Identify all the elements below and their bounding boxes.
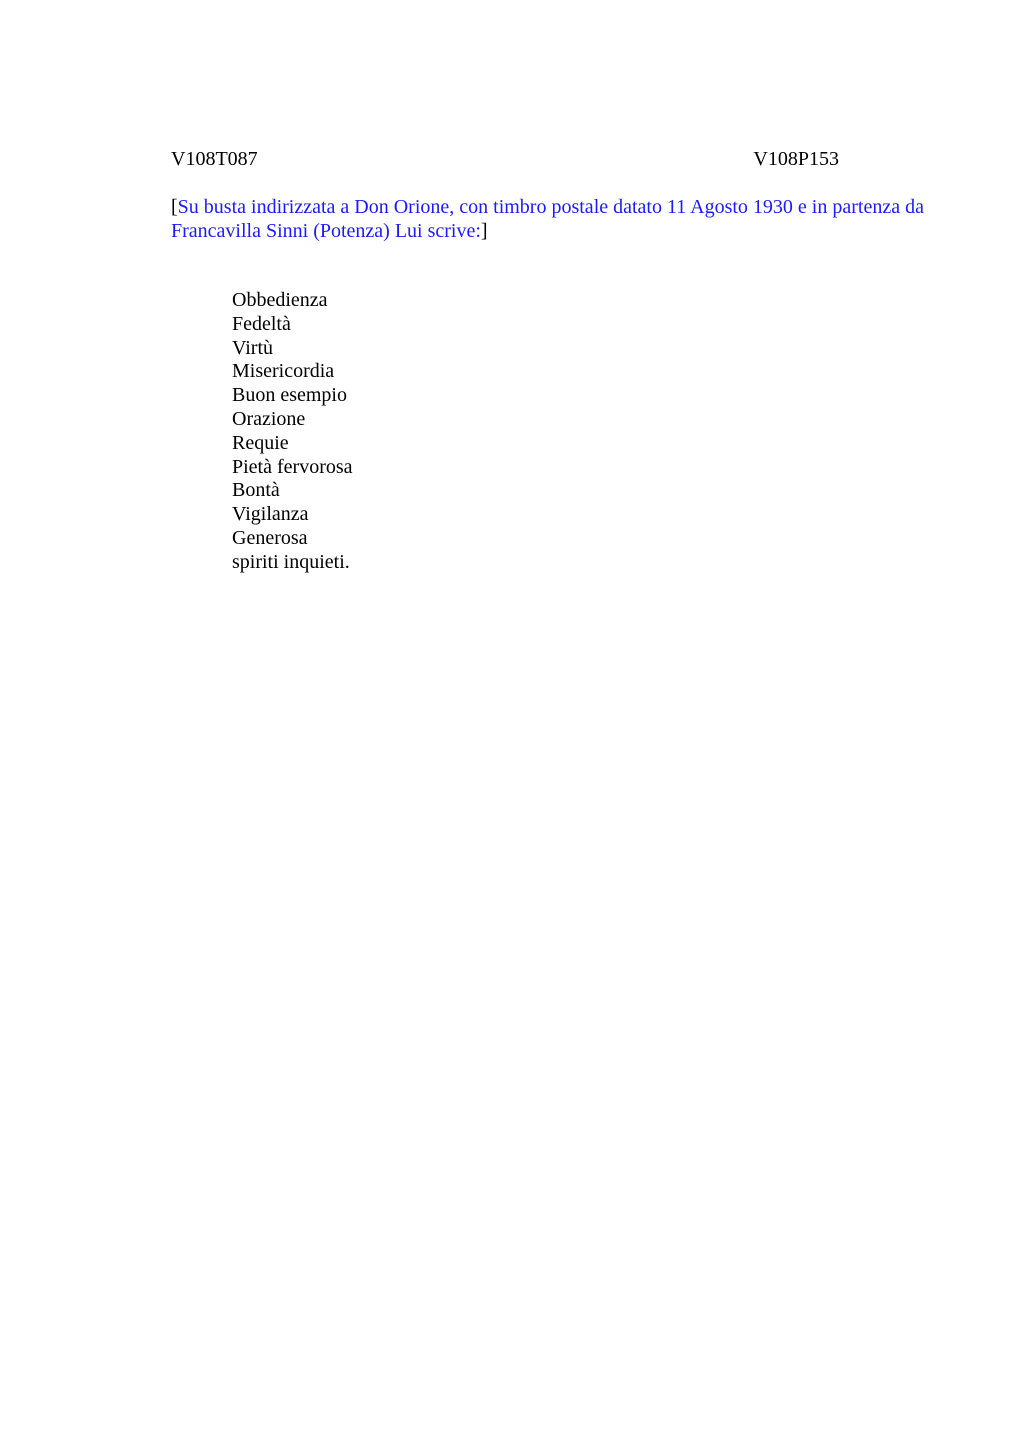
list-item: Virtù: [232, 336, 274, 359]
document-code-left: V108T087: [171, 148, 258, 170]
list-item: Generosa: [232, 526, 308, 549]
note-open-bracket: [: [171, 196, 178, 218]
editorial-note: [171, 195, 931, 243]
list-item: Fedeltà: [232, 312, 291, 335]
list-item: Requie: [232, 431, 289, 454]
acrostic-word-list: [232, 289, 353, 575]
list-item: Obbedienza: [232, 289, 328, 311]
list-item: Pietà fervorosa: [232, 455, 353, 478]
list-item: Vigilanza: [232, 503, 309, 526]
list-item: Buon esempio: [232, 384, 347, 407]
list-item: spiriti inquieti.: [232, 550, 350, 573]
document-header: [171, 147, 839, 171]
page-code-right: V108P153: [753, 148, 839, 170]
note-close-bracket: ]: [480, 220, 488, 242]
list-item: Orazione: [232, 407, 306, 430]
list-item: Misericordia: [232, 360, 335, 383]
note-text: Su busta indirizzata a Don Orione, con timbro postale datato 11 Agosto 1930 e in partenza da Francavilla Sinni (Potenza) Lui scrive:: [171, 196, 924, 242]
list-item: Bontà: [232, 479, 280, 502]
